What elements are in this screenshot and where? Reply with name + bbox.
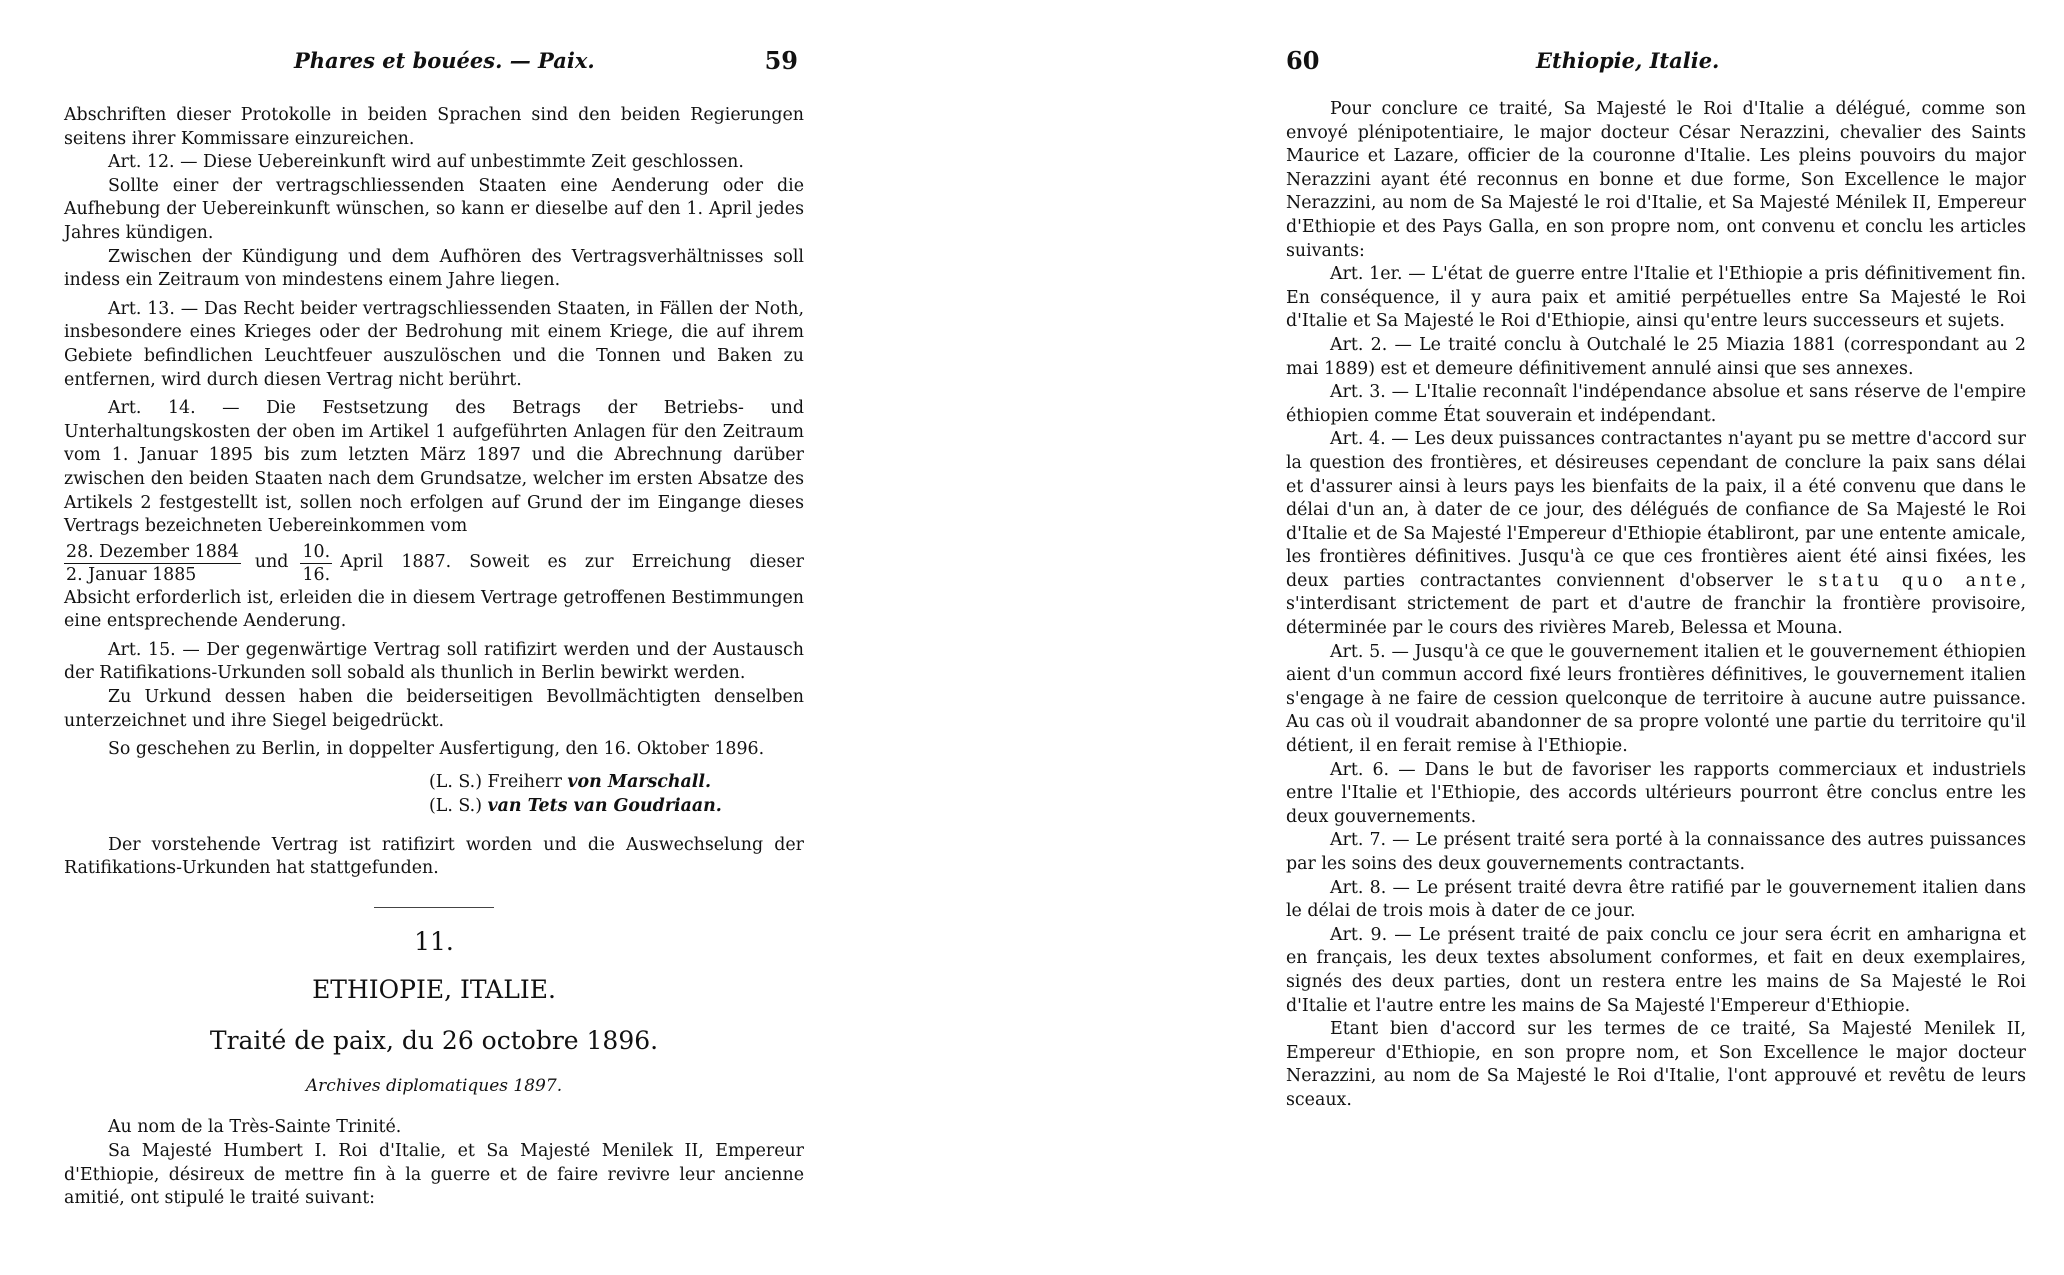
- fraction-denominator: 2. Januar 1885: [66, 564, 197, 585]
- left-page: [64, 0, 804, 1275]
- page-body: [1286, 98, 2026, 1113]
- fraction-line-text: April 1887. Soweit es zur Erreichung dieser: [340, 552, 804, 573]
- date-fraction: [300, 541, 332, 586]
- signatory-title: Freiherr: [487, 771, 562, 792]
- paragraph: Au nom de la Très-Sainte Trinité.: [108, 1117, 402, 1138]
- section-source: Archives diplomatiques 1897.: [305, 1075, 563, 1096]
- article-12: Art. 12. — Diese Uebereinkunft wird auf unbestimmte Zeit geschlossen.: [108, 152, 744, 173]
- article-text: Art. 4. — Les deux puissances contractantes n'ayant pu se mettre d'accord sur la question des frontières, et désireuses cependant de conclure la paix sans délai et d'assurer ainsi à leurs pays les bienfaits de la paix, il a été convenu que dans le délai d'un an, à dater de ce jour, des délégués de confiance de Sa Majesté le Roi d'Italie et de Sa Majesté l'Empereur d'Ethiopie établiront, par une entente amicale, les frontières définitives. Jusqu'à ce que ces frontières aient été ainsi fixées, les deux parties contractantes conviennent d'observer le: [1286, 429, 2026, 591]
- paragraph: Zu Urkund dessen haben die beiderseitigen Bevollmächtigten denselben unterzeichnet und ihre Siegel beigedrückt.: [64, 687, 804, 731]
- running-head-title: Ethiopie, Italie.: [1536, 48, 1720, 73]
- article-14: Art. 14. — Die Festsetzung des Betrags der Betriebs- und Unterhaltungskosten der oben im Artikel 1 aufgeführten Anlagen für den Zeitraum vom 1. Januar 1895 bis zum letzten März 1897 und die Abrechnung darüber zwischen den beiden Staaten nach dem Grundsatze, welcher im ersten Absatze des Artikels 2 festgestellt ist, sollen noch erfolgen auf Grund der im Eingange dieses Vertrags bezeichneten Uebereinkommen vom: [64, 398, 804, 537]
- paragraph: Pour conclure ce traité, Sa Majesté le Roi d'Italie a délégué, comme son envoyé plénipotentiaire, le major docteur César Nerazzini, chevalier des Saints Maurice et Lazare, officier de la couronne d'Italie. Les pleins pouvoirs du major Nerazzini ayant été reconnus en bonne et due forme, Son Excellence le major Nerazzini, au nom de Sa Majesté le roi d'Italie, et Sa Majesté Ménilek II, Empereur d'Ethiopie et des Pays Galla, en son propre nom, ont convenu et conclu les articles suivants:: [1286, 99, 2026, 261]
- paragraph: Zwischen der Kündigung und dem Aufhören des Vertragsverhältnisses soll indess ein Zeitraum von mindestens einem Jahre liegen.: [64, 246, 804, 291]
- article-6: Art. 6. — Dans le but de favoriser les rapports commerciaux et industriels entre l'Italie et l'Ethiopie, des accords ultérieurs pourront être conclus entre les deux gouvernements.: [1286, 759, 2026, 827]
- conjunction: und: [254, 552, 289, 573]
- article-15: Art. 15. — Der gegenwärtige Vertrag soll ratifizirt werden und der Austausch der Ratifikations-Urkunden soll sobald als thunlich in Berlin bewirkt werden.: [64, 639, 804, 684]
- date-fraction: [64, 541, 241, 586]
- section-title: ETHIOPIE, ITALIE.: [312, 974, 556, 1004]
- article-3: Art. 3. — L'Italie reconnaît l'indépendance absolue et sans réserve de l'empire éthiopien comme État souverain et indépendant.: [1286, 382, 2026, 426]
- article-9: Art. 9. — Le présent traité de paix conclu ce jour sera écrit en amharigna et en français, les deux textes absolument conformes, et fait en deux exemplaires, signés des deux parties, dont un restera entre les mains de Sa Majesté le Roi d'Italie et l'autre entre les mains de Sa Majesté l'Empereur d'Ethiopie.: [1286, 924, 2026, 1016]
- paragraph: Der vorstehende Vertrag ist ratifizirt worden und die Auswechselung der Ratifikations-Urkunden hat stattgefunden.: [64, 834, 804, 879]
- signatory-name: von Marschall.: [567, 771, 712, 792]
- article-7: Art. 7. — Le présent traité sera porté à la connaissance des autres puissances par les soins des deux gouvernements contractants.: [1286, 830, 2026, 874]
- paragraph: So geschehen zu Berlin, in doppelter Ausfertigung, den 16. Oktober 1896.: [108, 739, 765, 760]
- section-number: 11.: [414, 927, 454, 957]
- signature-line: [429, 770, 804, 794]
- fraction-denominator: 16.: [302, 564, 331, 585]
- page-number: 59: [764, 46, 798, 75]
- signatory-name: van Tets van Goudriaan.: [487, 795, 722, 816]
- article-5: Art. 5. — Jusqu'à ce que le gouvernement italien et le gouvernement éthiopien aient d'un commun accord fixé leurs frontières définitives, le gouvernement italien s'engage à ne faire de cession quelconque de territoire à aucune autre puissance. Au cas où il voudrait abandonner de sa propre volonté une partie du territoire qu'il détient, il en ferait remise à l'Ethiopie.: [1286, 641, 2026, 757]
- running-head: [64, 48, 804, 78]
- signature-line: [429, 794, 804, 818]
- running-head: [1286, 48, 2026, 78]
- article-13: Art. 13. — Das Recht beider vertragschliessenden Staaten, in Fällen der Noth, insbesondere eines Krieges oder der Bedrohung mit einem Kriege, die auf ihrem Gebiete befindlichen Leuchtfeuer auszulöschen und die Tonnen und Baken zu entfernen, wird durch diesen Vertrag nicht berührt.: [64, 298, 804, 390]
- article-4: [1286, 428, 2026, 640]
- article-2: Art. 2. — Le traité conclu à Outchalé le 25 Miazia 1881 (correspondant au 2 mai 1889) est et demeure définitivement annulé ainsi que ses annexes.: [1286, 334, 2026, 379]
- paragraph: Etant bien d'accord sur les termes de ce traité, Sa Majesté Menilek II, Empereur d'Ethiopie, en son propre nom, et Son Excellence le major docteur Nerazzini, au nom de Sa Majesté le Roi d'Italie, l'ont approuvé et revêtu de leurs sceaux.: [1286, 1019, 2026, 1110]
- fraction-numerator: 28. Dezember 1884: [66, 541, 239, 562]
- paragraph: Abschriften dieser Protokolle in beiden Sprachen sind den beiden Regierungen seitens ihrer Kommissare einzureichen.: [64, 105, 804, 149]
- article-1: Art. 1er. — L'état de guerre entre l'Italie et l'Ethiopie a pris définitivement fin. En conséquence, il y aura paix et amitié perpétuelles entre Sa Majesté le Roi d'Italie et Sa Majesté le Roi d'Ethiopie, ainsi qu'entre leurs successeurs et sujets.: [1286, 264, 2026, 332]
- seal-mark: (L. S.): [429, 771, 482, 792]
- section-subtitle: Traité de paix, du 26 octobre 1896.: [209, 1026, 659, 1056]
- right-page: [1286, 0, 2026, 1275]
- running-head-title: Phares et bouées. — Paix.: [294, 48, 595, 73]
- article-text: , s'interdisant strictement de part et d'autre de franchir la frontière provisoire, déterminée par le cours des rivières Mareb, Belessa et Mouna.: [1286, 570, 2026, 639]
- latin-phrase: statu quo ante: [1818, 570, 2021, 591]
- fraction-numerator: 10.: [302, 541, 331, 562]
- article-8: Art. 8. — Le présent traité devra être ratifié par le gouvernement italien dans le délai de trois mois à dater de ce jour.: [1286, 877, 2026, 922]
- paragraph: Sollte einer der vertragschliessenden Staaten eine Aenderung oder die Aufhebung der Uebereinkunft wünschen, so kann er dieselbe auf den 1. April jedes Jahres kündigen.: [64, 175, 804, 243]
- paragraph: Sa Majesté Humbert I. Roi d'Italie, et Sa Majesté Menilek II, Empereur d'Ethiopie, désireux de mettre fin à la guerre et de faire revivre leur ancienne amitié, ont stipulé le traité suivant:: [64, 1141, 804, 1209]
- section-divider: [374, 907, 494, 908]
- paragraph: Absicht erforderlich ist, erleiden die in diesem Vertrage getroffenen Bestimmungen eine entsprechende Aenderung.: [64, 587, 804, 632]
- page-number: 60: [1286, 46, 1320, 75]
- page-body: [64, 104, 804, 1211]
- seal-mark: (L. S.): [429, 795, 482, 816]
- date-fraction-line: [64, 541, 804, 586]
